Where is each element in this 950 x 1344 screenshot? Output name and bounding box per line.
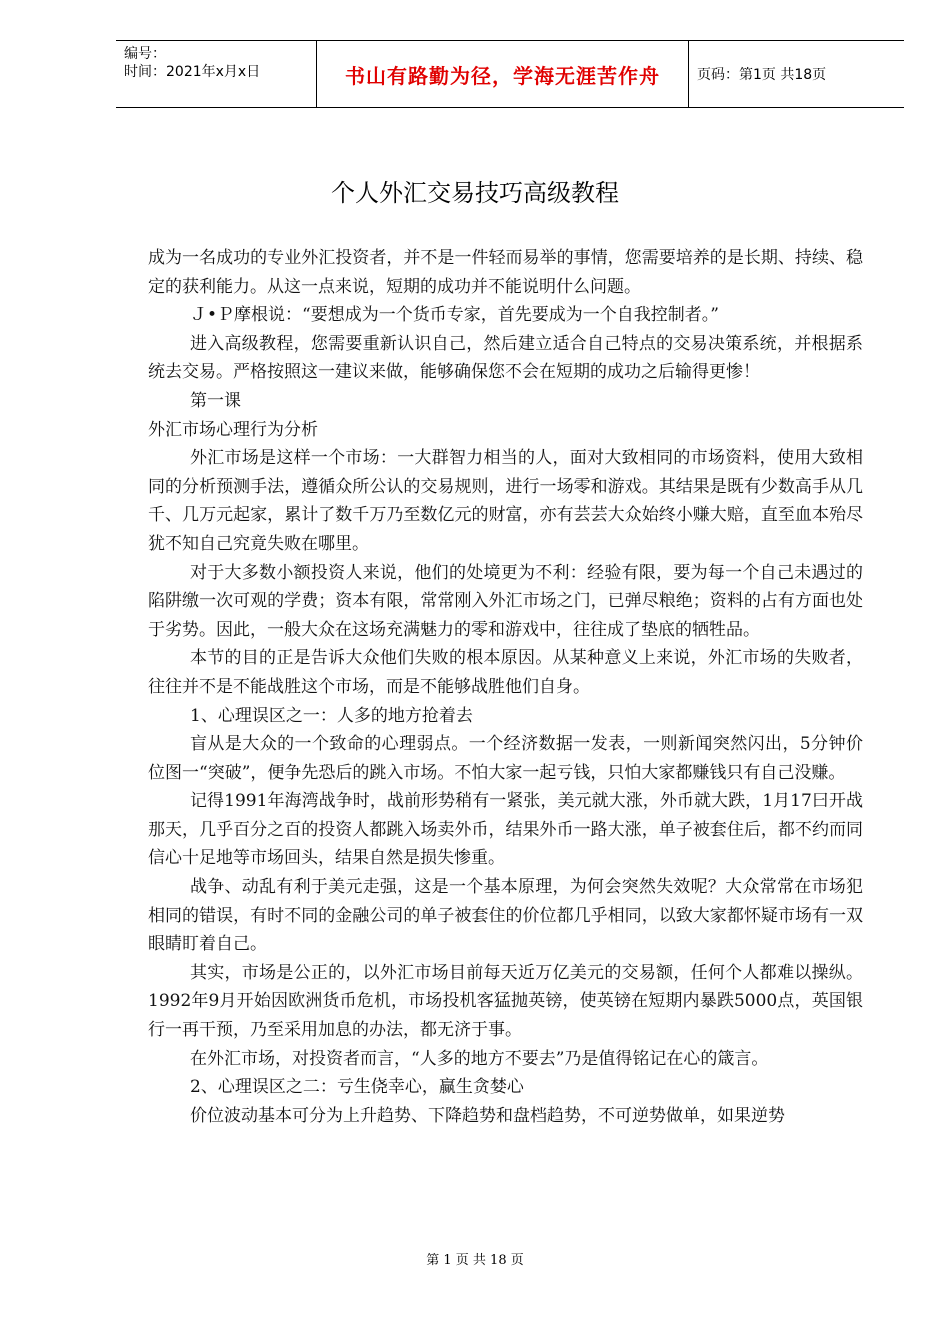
document-time-label: 时间：2021年x月x日: [124, 64, 261, 80]
paragraph-intro: 成为一名成功的专业外汇投资者，并不是一件轻而易举的事情，您需要培养的是长期、持续、稳定的获利能力。从这一点来说，短期的成功并不能说明什么问题。: [148, 248, 863, 297]
document-number-label: 编号：: [124, 46, 166, 62]
document-body: [148, 244, 863, 1130]
paragraph-trend: 价位波动基本可分为上升趋势、下降趋势和盘档趋势，不可逆势做单，如果逆势: [190, 1105, 785, 1126]
paragraph-market: 外汇市场是这样一个市场：一大群智力相当的人，面对大致相同的市场资料，使用大致相同的分析预测手法，遵循众所公认的交易规则，进行一场零和游戏。其结果是既有少数高手从几千、几万元起家，累计了数千万乃至数亿元的财富，亦有芸芸大众始终小赚大赔，直至血本殆尽犹不知自己究竟失败在哪里。: [148, 448, 863, 554]
paragraph-advice: 进入高级教程，您需要重新认识自己，然后建立适合自己特点的交易决策系统，并根据系统去交易。严格按照这一建议来做，能够确保您不会在短期的成功之后输得更惨！: [148, 333, 863, 383]
paragraph-small-investors: 对于大多数小额投资人来说，他们的处境更为不利：经验有限，要为每一个自己未遇过的陷阱缴一次可观的学费；资本有限，常常刚入外汇市场之门，已弹尽粮绝；资料的占有方面也处于劣势。因此，一般大众在这场充满魅力的零和游戏中，往往成了垫底的牺牲品。: [148, 562, 863, 640]
paragraph-purpose: 本节的目的正是告诉大众他们失败的根本原因。从某种意义上来说，外汇市场的失败者，往往并不是不能战胜这个市场，而是不能够战胜他们自身。: [148, 648, 863, 697]
lesson-subtitle: 外汇市场心理行为分析: [148, 419, 318, 440]
paragraph-quote: Ｊ•Ｐ摩根说：“要想成为一个货币专家，首先要成为一个自我控制者。”: [190, 305, 719, 326]
header-motto: 书山有路勤为径，学海无涯苦作舟: [316, 41, 689, 107]
header-page-code: 页码：第1页 共18页: [697, 67, 827, 83]
section-heading-2: 2、心理误区之二：亏生侥幸心，赢生贪婪心: [190, 1077, 524, 1098]
lesson-heading: 第一课: [190, 390, 241, 411]
page-footer: 第 1 页 共 18 页: [426, 1253, 524, 1268]
document-header-table: [116, 40, 904, 108]
paragraph-war-principle: 战争、动乱有利于美元走强，这是一个基本原理，为何会突然失效呢？大众常常在市场犯相同的错误，有时不同的金融公司的单子被套住的价位都几乎相同，以致大家都怀疑市场有一双眼睛盯着自己。: [148, 877, 863, 955]
paragraph-motto: 在外汇市场，对投资者而言，“人多的地方不要去”乃是值得铭记在心的箴言。: [190, 1048, 769, 1069]
document-title: 个人外汇交易技巧高级教程: [331, 179, 619, 207]
paragraph-herd: 盲从是大众的一个致命的心理弱点。一个经济数据一发表，一则新闻突然闪出，5分钟价位图一“突破”，便争先恐后的跳入市场。不怕大家一起亏钱，只怕大家都赚钱只有自己没赚。: [148, 734, 863, 783]
section-heading-1: 1、心理误区之一：人多的地方抢着去: [190, 705, 473, 726]
header-meta-cell: [116, 41, 316, 107]
paragraph-gulf-war: 记得1991年海湾战争时，战前形势稍有一紧张，美元就大涨，外币就大跌，1月17曰开战那天，几乎百分之百的投资人都跳入场卖外币，结果外币一路大涨，单子被套住后，都不约而同信心十足地等市场回头，结果自然是损失惨重。: [148, 791, 863, 869]
paragraph-market-fair: 其实，市场是公正的，以外汇市场目前每天近万亿美元的交易额，任何个人都难以操纵。1992年9月开始因欧洲货币危机，市场投机客猛抛英镑，使英镑在短期内暴跌5000点，英国银行一再干预，乃至采用加息的办法，都无济于事。: [148, 962, 863, 1041]
